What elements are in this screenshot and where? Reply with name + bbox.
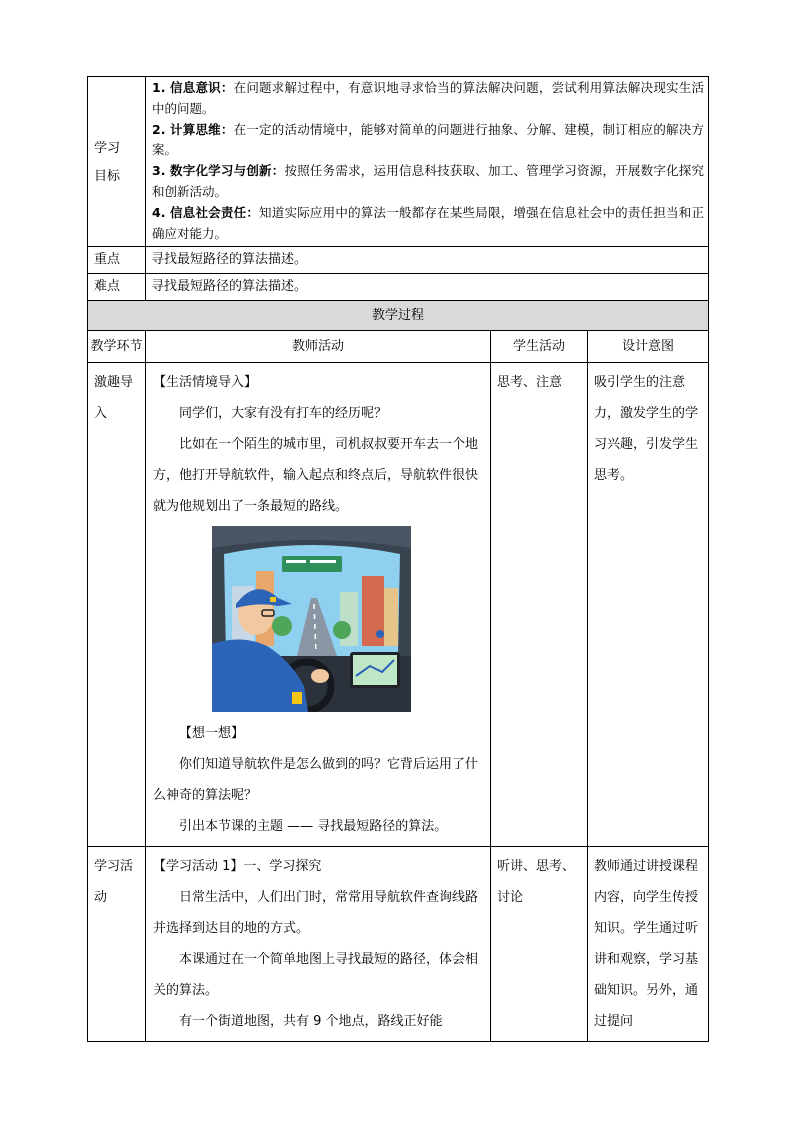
column-header-row: [88, 331, 709, 363]
student-activity-cell: 思考、注意: [491, 363, 588, 847]
lesson-plan-table: [87, 76, 709, 1042]
teacher-heading: 【生活情境导入】: [153, 375, 258, 391]
teacher-activity-cell: [146, 847, 491, 1042]
design-intent-cell: 教师通过讲授课程内容，向学生传授知识。学生通过听讲和观察，学习基础知识。另外，通过提问: [588, 847, 709, 1042]
key-point-label: 重点: [88, 247, 146, 274]
objective-item: 4. 信息社会责任：知道实际应用中的算法一般都存在某些局限，增强在信息社会中的责任担当和正确应对能力。: [152, 204, 704, 241]
objectives-label: [88, 77, 146, 247]
key-point-row: [88, 247, 709, 274]
difficulty-text: 寻找最短路径的算法描述。: [146, 274, 709, 301]
teacher-paragraph: 本课通过在一个简单地图上寻找最短的路径，体会相关的算法。: [153, 952, 479, 999]
think-paragraph: 你们知道导航软件是怎么做到的吗？它背后运用了什么神奇的算法呢？: [153, 757, 479, 804]
difficulty-row: [88, 274, 709, 301]
teacher-paragraph: 比如在一个陌生的城市里，司机叔叔要开车去一个地方，他打开导航软件，输入起点和终点后，导航软件很快就为他规划出了一条最短的路线。: [153, 437, 479, 515]
col-header-stage: 教学环节: [88, 331, 146, 363]
process-row-learning: [88, 847, 709, 1042]
objectives-content: [146, 77, 709, 247]
col-header-student: 学生活动: [491, 331, 588, 363]
process-title-row: [88, 301, 709, 331]
teacher-paragraph: 有一个街道地图，共有 9 个地点，路线正好能: [179, 1014, 443, 1030]
process-title: 教学过程: [88, 301, 709, 331]
key-point-text: 寻找最短路径的算法描述。: [146, 247, 709, 274]
student-activity-cell: 听讲、思考、讨论: [491, 847, 588, 1042]
design-intent-cell: 吸引学生的注意力，激发学生的学习兴趣，引发学生思考。: [588, 363, 709, 847]
think-heading: 【想一想】: [179, 726, 245, 742]
lesson-plan-page: [87, 76, 708, 1042]
think-paragraph: 引出本节课的主题 —— 寻找最短路径的算法。: [179, 819, 448, 835]
objectives-label-line1: 学习: [94, 141, 121, 156]
teacher-paragraph: 日常生活中，人们出门时，常常用导航软件查询线路并选择到达目的地的方式。: [153, 890, 479, 937]
objective-item: 1. 信息意识：在问题求解过程中，有意识地寻求恰当的算法解决问题，尝试利用算法解决现实生活中的问题。: [152, 80, 704, 116]
objective-item: 2. 计算思维：在一定的活动情境中，能够对简单的问题进行抽象、分解、建模，制订相应的解决方案。: [152, 121, 704, 158]
teacher-heading: 【学习活动 1】一、学习探究: [153, 859, 322, 875]
objective-item: 3. 数字化学习与创新：按照任务需求，运用信息科技获取、加工、管理学习资源，开展数字化探究和创新活动。: [152, 163, 704, 199]
objectives-label-line2: 目标: [94, 169, 121, 184]
process-row-intro: [88, 363, 709, 847]
difficulty-label: 难点: [88, 274, 146, 301]
taxi-navigation-illustration: [212, 526, 411, 712]
stage-cell: 激趣导入: [88, 363, 146, 847]
teacher-paragraph: 同学们，大家有没有打车的经历呢？: [179, 406, 388, 422]
objectives-row: [88, 77, 709, 247]
stage-cell: 学习活动: [88, 847, 146, 1042]
col-header-teacher: 教师活动: [146, 331, 491, 363]
col-header-intent: 设计意图: [588, 331, 709, 363]
teacher-activity-cell: [146, 363, 491, 847]
